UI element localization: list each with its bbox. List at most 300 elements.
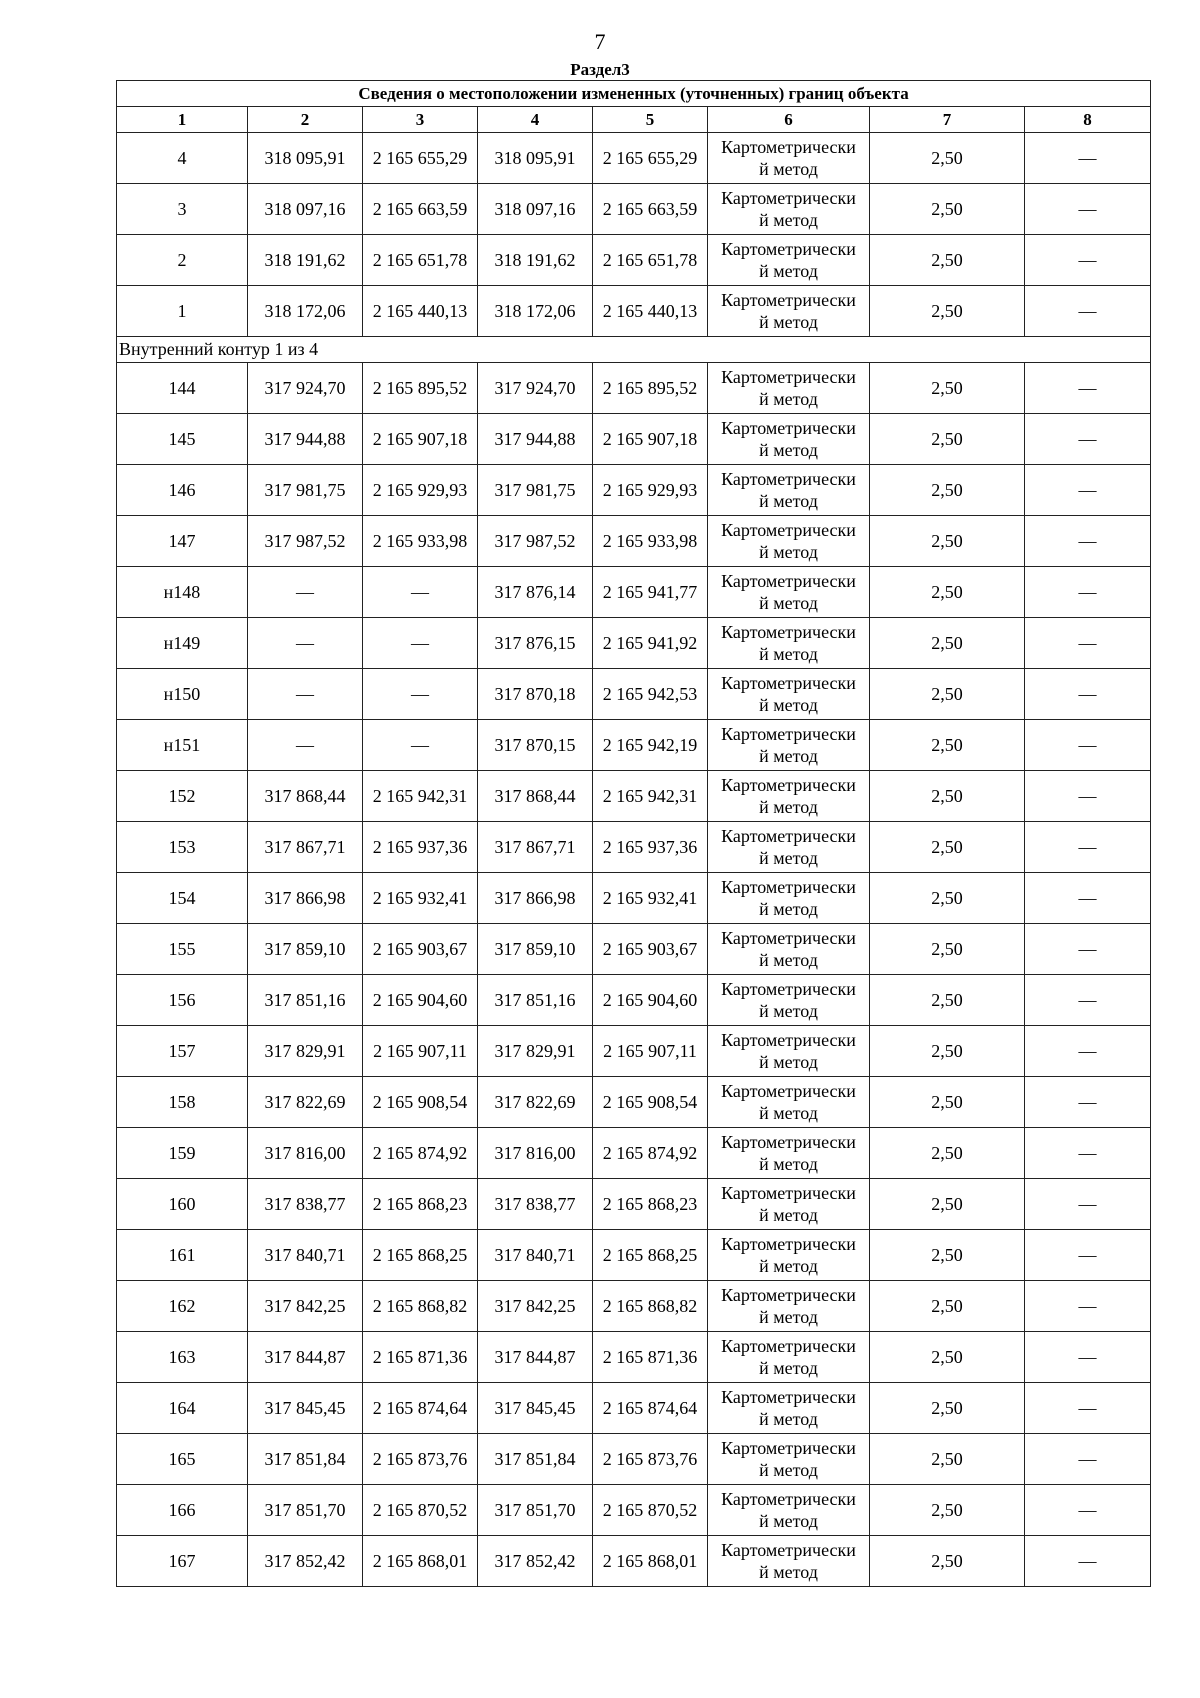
column-number: 2: [248, 107, 363, 133]
table-row: [117, 516, 1151, 567]
section-title: Раздел3: [570, 60, 630, 79]
point-number-cell: н150: [117, 669, 248, 720]
point-number-cell: 4: [117, 133, 248, 184]
x-old-cell: —: [248, 720, 363, 771]
x-new-cell: 317 838,77: [478, 1179, 593, 1230]
method-cell: [708, 1536, 870, 1587]
method-text-line: й метод: [759, 950, 818, 970]
y-new-cell: 2 165 932,41: [593, 873, 708, 924]
method-text-line: й метод: [759, 440, 818, 460]
y-new-cell: 2 165 871,36: [593, 1332, 708, 1383]
contour-header-row: [117, 337, 1151, 363]
y-new-cell: 2 165 941,77: [593, 567, 708, 618]
x-old-cell: 318 095,91: [248, 133, 363, 184]
description-cell: —: [1025, 465, 1151, 516]
y-old-cell: 2 165 870,52: [363, 1485, 478, 1536]
accuracy-cell: 2,50: [870, 873, 1025, 924]
y-new-cell: 2 165 868,01: [593, 1536, 708, 1587]
description-cell: —: [1025, 873, 1151, 924]
accuracy-cell: 2,50: [870, 414, 1025, 465]
accuracy-cell: 2,50: [870, 669, 1025, 720]
y-old-cell: 2 165 908,54: [363, 1077, 478, 1128]
x-old-cell: 317 822,69: [248, 1077, 363, 1128]
method-text-line: Картометрически: [721, 188, 856, 208]
x-old-cell: 317 867,71: [248, 822, 363, 873]
accuracy-cell: 2,50: [870, 720, 1025, 771]
method-cell: [708, 1230, 870, 1281]
y-new-cell: 2 165 870,52: [593, 1485, 708, 1536]
method-text-line: й метод: [759, 542, 818, 562]
table-row: [117, 771, 1151, 822]
accuracy-cell: 2,50: [870, 1128, 1025, 1179]
x-old-cell: 317 838,77: [248, 1179, 363, 1230]
y-old-cell: 2 165 440,13: [363, 286, 478, 337]
accuracy-cell: 2,50: [870, 975, 1025, 1026]
point-number-cell: н148: [117, 567, 248, 618]
table-row: [117, 1077, 1151, 1128]
method-text-line: Картометрически: [721, 826, 856, 846]
description-cell: —: [1025, 822, 1151, 873]
point-number-cell: н151: [117, 720, 248, 771]
y-new-cell: 2 165 903,67: [593, 924, 708, 975]
y-new-cell: 2 165 868,23: [593, 1179, 708, 1230]
description-cell: —: [1025, 184, 1151, 235]
x-old-cell: 317 829,91: [248, 1026, 363, 1077]
x-new-cell: 317 829,91: [478, 1026, 593, 1077]
y-new-cell: 2 165 904,60: [593, 975, 708, 1026]
y-new-cell: 2 165 907,18: [593, 414, 708, 465]
y-old-cell: 2 165 874,92: [363, 1128, 478, 1179]
y-old-cell: 2 165 895,52: [363, 363, 478, 414]
x-new-cell: 317 870,18: [478, 669, 593, 720]
x-new-cell: 318 097,16: [478, 184, 593, 235]
point-number-cell: 155: [117, 924, 248, 975]
description-cell: —: [1025, 669, 1151, 720]
y-old-cell: 2 165 868,01: [363, 1536, 478, 1587]
x-new-cell: 317 822,69: [478, 1077, 593, 1128]
method-text-line: Картометрически: [721, 290, 856, 310]
method-text-line: й метод: [759, 1511, 818, 1531]
description-cell: —: [1025, 1281, 1151, 1332]
y-old-cell: 2 165 907,18: [363, 414, 478, 465]
table-row: [117, 1332, 1151, 1383]
method-cell: [708, 1434, 870, 1485]
method-text-line: й метод: [759, 1460, 818, 1480]
table-row: [117, 235, 1151, 286]
x-new-cell: 317 870,15: [478, 720, 593, 771]
method-text-line: й метод: [759, 491, 818, 511]
method-text-line: й метод: [759, 312, 818, 332]
method-cell: [708, 1383, 870, 1434]
x-new-cell: 317 981,75: [478, 465, 593, 516]
table-row: [117, 924, 1151, 975]
method-text-line: й метод: [759, 746, 818, 766]
accuracy-cell: 2,50: [870, 618, 1025, 669]
method-cell: [708, 567, 870, 618]
y-new-cell: 2 165 933,98: [593, 516, 708, 567]
table-caption: Сведения о местоположении измененных (уточненных) границ объекта: [117, 81, 1151, 107]
x-old-cell: 318 191,62: [248, 235, 363, 286]
description-cell: —: [1025, 1128, 1151, 1179]
description-cell: —: [1025, 1026, 1151, 1077]
y-new-cell: 2 165 651,78: [593, 235, 708, 286]
accuracy-cell: 2,50: [870, 516, 1025, 567]
method-text-line: й метод: [759, 1052, 818, 1072]
y-old-cell: 2 165 868,25: [363, 1230, 478, 1281]
table-row: [117, 1536, 1151, 1587]
x-new-cell: 317 851,16: [478, 975, 593, 1026]
method-text-line: Картометрически: [721, 1540, 856, 1560]
x-new-cell: 317 851,70: [478, 1485, 593, 1536]
method-text-line: Картометрически: [721, 418, 856, 438]
table-row: [117, 1179, 1151, 1230]
y-old-cell: 2 165 942,31: [363, 771, 478, 822]
accuracy-cell: 2,50: [870, 1434, 1025, 1485]
x-new-cell: 317 867,71: [478, 822, 593, 873]
table-row: [117, 363, 1151, 414]
x-old-cell: 317 852,42: [248, 1536, 363, 1587]
point-number-cell: 1: [117, 286, 248, 337]
y-old-cell: 2 165 663,59: [363, 184, 478, 235]
point-number-cell: 158: [117, 1077, 248, 1128]
table-row: [117, 1434, 1151, 1485]
method-cell: [708, 1128, 870, 1179]
x-new-cell: 317 851,84: [478, 1434, 593, 1485]
x-old-cell: 317 866,98: [248, 873, 363, 924]
method-text-line: й метод: [759, 1562, 818, 1582]
accuracy-cell: 2,50: [870, 133, 1025, 184]
table-body: [117, 133, 1151, 1587]
y-old-cell: 2 165 873,76: [363, 1434, 478, 1485]
method-text-line: Картометрически: [721, 1081, 856, 1101]
method-text-line: Картометрически: [721, 1285, 856, 1305]
x-new-cell: 317 944,88: [478, 414, 593, 465]
accuracy-cell: 2,50: [870, 1026, 1025, 1077]
table-caption-row: [117, 81, 1151, 107]
y-new-cell: 2 165 873,76: [593, 1434, 708, 1485]
method-text-line: Картометрически: [721, 1030, 856, 1050]
method-cell: [708, 1077, 870, 1128]
x-new-cell: 317 852,42: [478, 1536, 593, 1587]
accuracy-cell: 2,50: [870, 363, 1025, 414]
method-text-line: Картометрически: [721, 622, 856, 642]
column-number: 4: [478, 107, 593, 133]
x-old-cell: 317 987,52: [248, 516, 363, 567]
method-cell: [708, 771, 870, 822]
accuracy-cell: 2,50: [870, 567, 1025, 618]
description-cell: —: [1025, 133, 1151, 184]
column-number: 3: [363, 107, 478, 133]
column-number: 1: [117, 107, 248, 133]
y-new-cell: 2 165 941,92: [593, 618, 708, 669]
y-new-cell: 2 165 907,11: [593, 1026, 708, 1077]
method-text-line: Картометрически: [721, 1387, 856, 1407]
column-number: 5: [593, 107, 708, 133]
table-row: [117, 414, 1151, 465]
y-new-cell: 2 165 929,93: [593, 465, 708, 516]
table-row: [117, 286, 1151, 337]
accuracy-cell: 2,50: [870, 771, 1025, 822]
point-number-cell: 167: [117, 1536, 248, 1587]
method-text-line: Картометрически: [721, 1132, 856, 1152]
x-new-cell: 317 842,25: [478, 1281, 593, 1332]
x-new-cell: 317 840,71: [478, 1230, 593, 1281]
method-text-line: Картометрически: [721, 367, 856, 387]
method-text-line: й метод: [759, 848, 818, 868]
point-number-cell: 163: [117, 1332, 248, 1383]
method-text-line: Картометрически: [721, 571, 856, 591]
method-cell: [708, 363, 870, 414]
method-cell: [708, 516, 870, 567]
y-old-cell: 2 165 907,11: [363, 1026, 478, 1077]
description-cell: —: [1025, 363, 1151, 414]
method-text-line: Картометрически: [721, 1489, 856, 1509]
y-old-cell: 2 165 932,41: [363, 873, 478, 924]
method-cell: [708, 873, 870, 924]
x-new-cell: 318 172,06: [478, 286, 593, 337]
method-text-line: й метод: [759, 899, 818, 919]
accuracy-cell: 2,50: [870, 1179, 1025, 1230]
description-cell: —: [1025, 1230, 1151, 1281]
description-cell: —: [1025, 618, 1151, 669]
method-text-line: й метод: [759, 797, 818, 817]
y-old-cell: —: [363, 618, 478, 669]
table-row: [117, 133, 1151, 184]
point-number-cell: н149: [117, 618, 248, 669]
x-old-cell: 317 816,00: [248, 1128, 363, 1179]
y-new-cell: 2 165 908,54: [593, 1077, 708, 1128]
method-text-line: й метод: [759, 593, 818, 613]
method-text-line: й метод: [759, 159, 818, 179]
point-number-cell: 161: [117, 1230, 248, 1281]
x-old-cell: 317 868,44: [248, 771, 363, 822]
method-text-line: й метод: [759, 1154, 818, 1174]
point-number-cell: 153: [117, 822, 248, 873]
x-old-cell: 317 851,70: [248, 1485, 363, 1536]
point-number-cell: 165: [117, 1434, 248, 1485]
description-cell: —: [1025, 1077, 1151, 1128]
x-new-cell: 317 845,45: [478, 1383, 593, 1434]
method-text-line: й метод: [759, 644, 818, 664]
point-number-cell: 156: [117, 975, 248, 1026]
method-cell: [708, 414, 870, 465]
accuracy-cell: 2,50: [870, 1332, 1025, 1383]
x-old-cell: 317 981,75: [248, 465, 363, 516]
method-text-line: й метод: [759, 389, 818, 409]
method-text-line: Картометрически: [721, 979, 856, 999]
method-text-line: й метод: [759, 1409, 818, 1429]
table-row: [117, 567, 1151, 618]
table-header: [117, 81, 1151, 133]
method-cell: [708, 1485, 870, 1536]
accuracy-cell: 2,50: [870, 822, 1025, 873]
y-old-cell: —: [363, 720, 478, 771]
y-old-cell: 2 165 868,82: [363, 1281, 478, 1332]
x-old-cell: 317 840,71: [248, 1230, 363, 1281]
y-new-cell: 2 165 874,64: [593, 1383, 708, 1434]
point-number-cell: 2: [117, 235, 248, 286]
description-cell: —: [1025, 924, 1151, 975]
accuracy-cell: 2,50: [870, 1536, 1025, 1587]
accuracy-cell: 2,50: [870, 465, 1025, 516]
description-cell: —: [1025, 1332, 1151, 1383]
point-number-cell: 157: [117, 1026, 248, 1077]
method-text-line: й метод: [759, 1256, 818, 1276]
table-row: [117, 1485, 1151, 1536]
y-new-cell: 2 165 942,19: [593, 720, 708, 771]
x-old-cell: 317 944,88: [248, 414, 363, 465]
method-cell: [708, 975, 870, 1026]
x-old-cell: —: [248, 669, 363, 720]
method-text-line: й метод: [759, 261, 818, 281]
method-text-line: Картометрически: [721, 137, 856, 157]
method-cell: [708, 924, 870, 975]
method-text-line: Картометрически: [721, 1234, 856, 1254]
method-cell: [708, 720, 870, 771]
point-number-cell: 164: [117, 1383, 248, 1434]
y-old-cell: 2 165 904,60: [363, 975, 478, 1026]
y-old-cell: 2 165 929,93: [363, 465, 478, 516]
method-cell: [708, 822, 870, 873]
method-text-line: Картометрически: [721, 928, 856, 948]
x-new-cell: 317 866,98: [478, 873, 593, 924]
method-text-line: Картометрически: [721, 877, 856, 897]
method-text-line: Картометрически: [721, 1183, 856, 1203]
y-new-cell: 2 165 895,52: [593, 363, 708, 414]
y-old-cell: —: [363, 567, 478, 618]
x-old-cell: 317 845,45: [248, 1383, 363, 1434]
contour-label: Внутренний контур 1 из 4: [117, 337, 1151, 363]
description-cell: —: [1025, 1434, 1151, 1485]
method-cell: [708, 1281, 870, 1332]
point-number-cell: 154: [117, 873, 248, 924]
table-row: [117, 1026, 1151, 1077]
description-cell: —: [1025, 235, 1151, 286]
point-number-cell: 160: [117, 1179, 248, 1230]
page-number: 7: [594, 29, 606, 54]
y-old-cell: 2 165 651,78: [363, 235, 478, 286]
table-row: [117, 822, 1151, 873]
point-number-cell: 3: [117, 184, 248, 235]
column-number: 7: [870, 107, 1025, 133]
accuracy-cell: 2,50: [870, 924, 1025, 975]
y-old-cell: 2 165 871,36: [363, 1332, 478, 1383]
method-text-line: й метод: [759, 210, 818, 230]
method-text-line: й метод: [759, 1205, 818, 1225]
method-text-line: Картометрически: [721, 673, 856, 693]
accuracy-cell: 2,50: [870, 1383, 1025, 1434]
method-cell: [708, 1179, 870, 1230]
accuracy-cell: 2,50: [870, 1281, 1025, 1332]
x-new-cell: 317 876,14: [478, 567, 593, 618]
method-cell: [708, 184, 870, 235]
x-old-cell: 317 859,10: [248, 924, 363, 975]
description-cell: —: [1025, 567, 1151, 618]
table-row: [117, 975, 1151, 1026]
y-new-cell: 2 165 440,13: [593, 286, 708, 337]
description-cell: —: [1025, 975, 1151, 1026]
description-cell: —: [1025, 720, 1151, 771]
description-cell: —: [1025, 1383, 1151, 1434]
x-old-cell: —: [248, 567, 363, 618]
point-number-cell: 144: [117, 363, 248, 414]
method-text-line: Картометрически: [721, 775, 856, 795]
x-new-cell: 317 868,44: [478, 771, 593, 822]
method-text-line: й метод: [759, 1358, 818, 1378]
x-old-cell: 317 851,16: [248, 975, 363, 1026]
table-row: [117, 1128, 1151, 1179]
x-old-cell: 317 851,84: [248, 1434, 363, 1485]
description-cell: —: [1025, 516, 1151, 567]
y-new-cell: 2 165 942,31: [593, 771, 708, 822]
description-cell: —: [1025, 414, 1151, 465]
point-number-cell: 152: [117, 771, 248, 822]
x-new-cell: 317 876,15: [478, 618, 593, 669]
x-old-cell: —: [248, 618, 363, 669]
y-old-cell: 2 165 937,36: [363, 822, 478, 873]
point-number-cell: 162: [117, 1281, 248, 1332]
column-number: 8: [1025, 107, 1151, 133]
method-cell: [708, 133, 870, 184]
table-row: [117, 720, 1151, 771]
table-row: [117, 669, 1151, 720]
accuracy-cell: 2,50: [870, 184, 1025, 235]
x-old-cell: 317 924,70: [248, 363, 363, 414]
coordinates-table: [116, 80, 1151, 1587]
table-row: [117, 1281, 1151, 1332]
accuracy-cell: 2,50: [870, 235, 1025, 286]
point-number-cell: 146: [117, 465, 248, 516]
y-new-cell: 2 165 868,82: [593, 1281, 708, 1332]
y-new-cell: 2 165 663,59: [593, 184, 708, 235]
y-old-cell: —: [363, 669, 478, 720]
x-new-cell: 317 924,70: [478, 363, 593, 414]
y-old-cell: 2 165 903,67: [363, 924, 478, 975]
x-new-cell: 318 191,62: [478, 235, 593, 286]
method-text-line: Картометрически: [721, 469, 856, 489]
method-cell: [708, 1026, 870, 1077]
method-text-line: й метод: [759, 1001, 818, 1021]
point-number-cell: 145: [117, 414, 248, 465]
description-cell: —: [1025, 1536, 1151, 1587]
column-numbers-row: [117, 107, 1151, 133]
method-text-line: Картометрически: [721, 520, 856, 540]
y-new-cell: 2 165 868,25: [593, 1230, 708, 1281]
y-old-cell: 2 165 933,98: [363, 516, 478, 567]
method-text-line: й метод: [759, 1103, 818, 1123]
description-cell: —: [1025, 286, 1151, 337]
y-new-cell: 2 165 655,29: [593, 133, 708, 184]
table-row: [117, 184, 1151, 235]
table-row: [117, 873, 1151, 924]
x-old-cell: 317 844,87: [248, 1332, 363, 1383]
x-old-cell: 318 172,06: [248, 286, 363, 337]
method-cell: [708, 235, 870, 286]
method-text-line: Картометрически: [721, 1336, 856, 1356]
point-number-cell: 147: [117, 516, 248, 567]
table-row: [117, 618, 1151, 669]
method-text-line: Картометрически: [721, 724, 856, 744]
point-number-cell: 159: [117, 1128, 248, 1179]
accuracy-cell: 2,50: [870, 1230, 1025, 1281]
point-number-cell: 166: [117, 1485, 248, 1536]
y-new-cell: 2 165 937,36: [593, 822, 708, 873]
x-old-cell: 317 842,25: [248, 1281, 363, 1332]
accuracy-cell: 2,50: [870, 286, 1025, 337]
table-row: [117, 1230, 1151, 1281]
method-cell: [708, 1332, 870, 1383]
accuracy-cell: 2,50: [870, 1077, 1025, 1128]
